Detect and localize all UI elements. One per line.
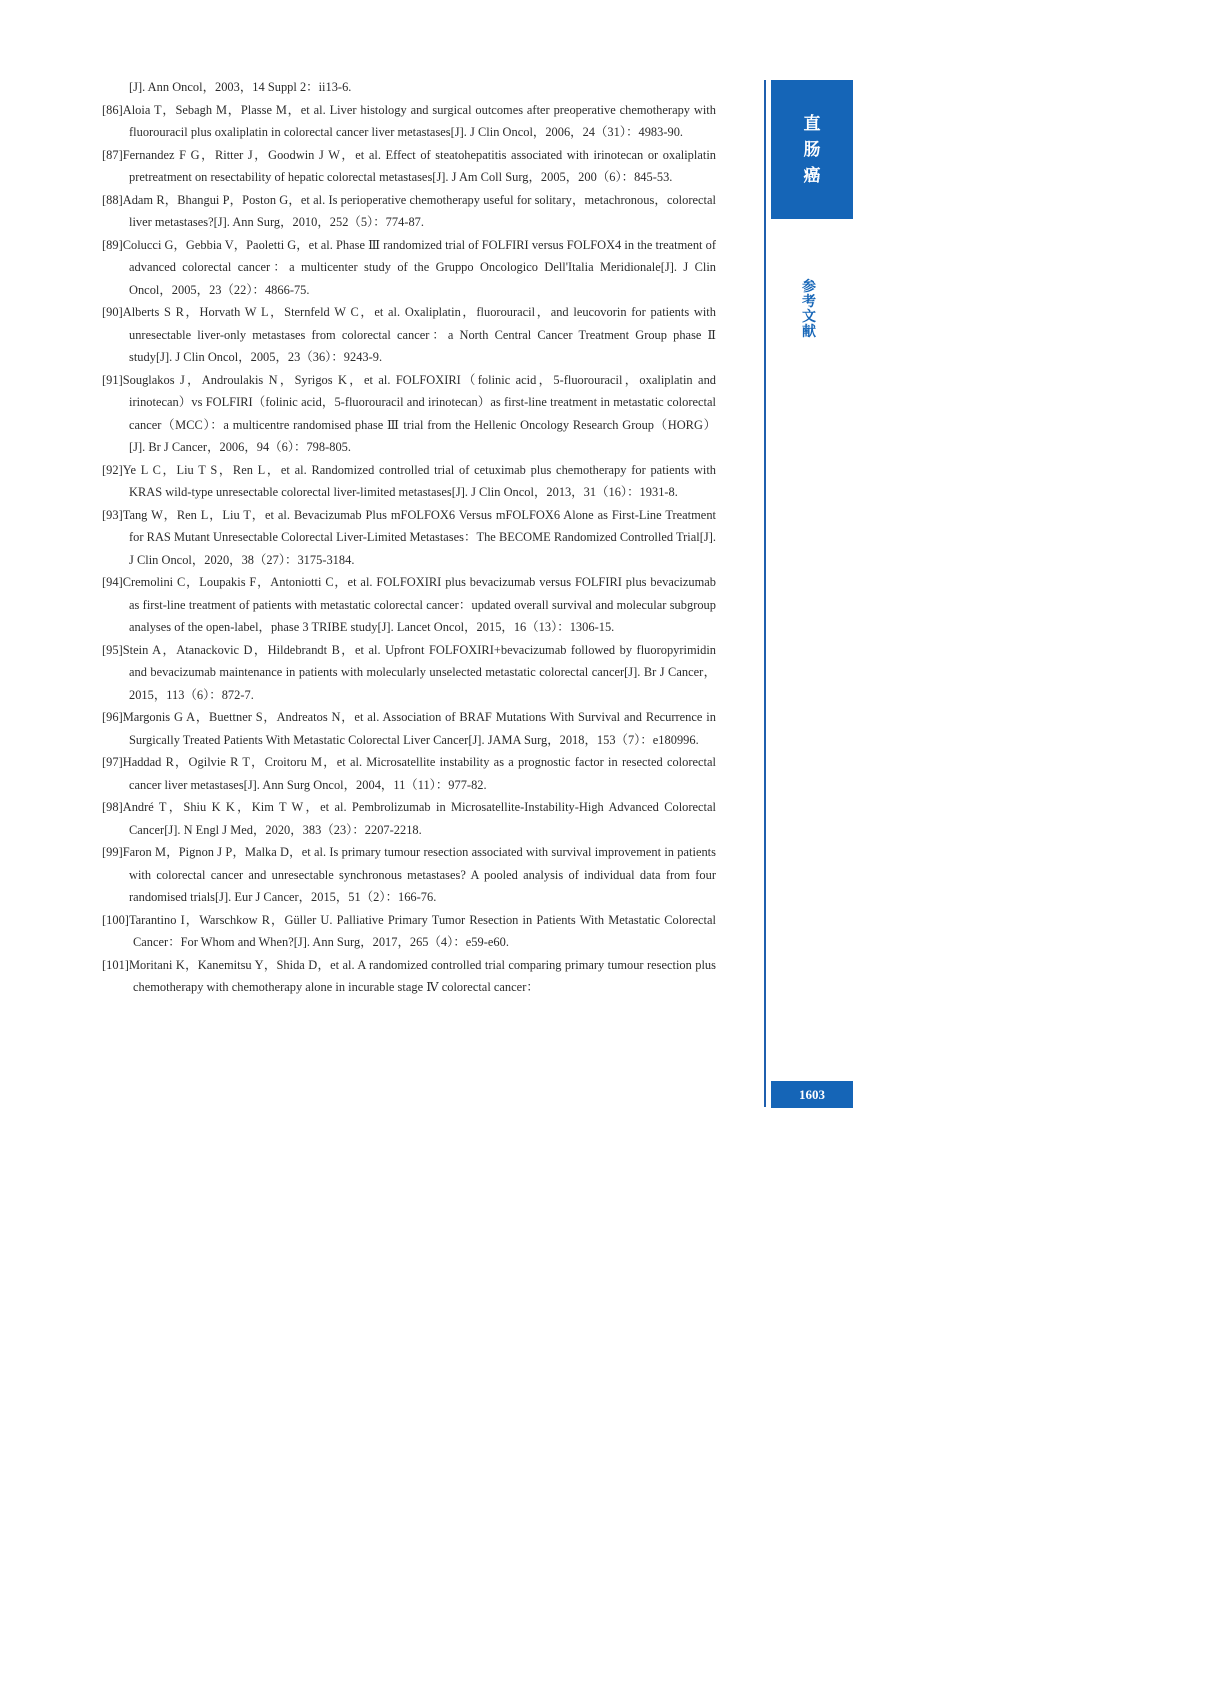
chapter-char: 癌	[803, 165, 821, 186]
reference-item: [92]Ye L C，Liu T S，Ren L，et al. Randomized controlled trial of cetuximab plus chemotherapy for patients with KRAS wild-type unresectable colorectal liver-limited metastases[J]. J Clin Oncol，2013，31（16）：1931-8.	[102, 462, 716, 499]
reference-item: [89]Colucci G，Gebbia V，Paoletti G，et al. Phase Ⅲ randomized trial of FOLFIRI versus FOLFOX4 in the treatment of advanced colorectal cancer：a multicenter study of the Gruppo Oncologico Dell'Italia Meridionale[J]. J Clin Oncol，2005，23（22）：4866-75.	[102, 237, 716, 297]
reference-item: [87]Fernandez F G，Ritter J，Goodwin J W，et al. Effect of steatohepatitis associated with irinotecan or oxaliplatin pretreatment on resectability of hepatic colorectal metastases[J]. J Am Coll Surg，2005，200（6）：845-53.	[102, 147, 716, 184]
reference-item: [86]Aloia T，Sebagh M，Plasse M，et al. Liver histology and surgical outcomes after preoperative chemotherapy with fluorouracil plus oxaliplatin in colorectal cancer liver metastases[J]. J Clin Oncol，2006，24（31）：4983-90.	[102, 102, 716, 139]
section-char: 献	[802, 324, 816, 340]
reference-item: [95]Stein A，Atanackovic D，Hildebrandt B，et al. Upfront FOLFOXIRI+bevacizumab followed by fluoropyrimidin and bevacizumab maintenance in patients with molecularly unselected metastatic colorectal cancer[J]. Br J Cancer，2015，113（6）：872-7.	[102, 642, 716, 702]
reference-item: [88]Adam R，Bhangui P，Poston G，et al. Is perioperative chemotherapy useful for solitary，metachronous，colorectal liver metastases?[J]. Ann Surg，2010，252（5）：774-87.	[102, 192, 716, 229]
chapter-char: 肠	[803, 139, 821, 160]
reference-item: [91]Souglakos J，Androulakis N，Syrigos K，et al. FOLFOXIRI（folinic acid，5-fluorouracil，oxaliplatin and irinotecan）vs FOLFIRI（folinic acid，5-fluorouracil and irinotecan）as first-line treatment in metastatic colorectal cancer（MCC）：a multicentre randomised phase Ⅲ trial from the Hellenic Oncology Research Group（HORG）[J]. Br J Cancer，2006，94（6）：798-805.	[102, 372, 716, 454]
reference-item: [93]Tang W，Ren L，Liu T，et al. Bevacizumab Plus mFOLFOX6 Versus mFOLFOX6 Alone as First-Line Treatment for RAS Mutant Unresectable Colorectal Liver-Limited Metastases：The BECOME Randomized Controlled Trial[J]. J Clin Oncol，2020，38（27）：3175-3184.	[102, 507, 716, 567]
reference-item: [98]André T，Shiu K K，Kim T W，et al. Pembrolizumab in Microsatellite-Instability-High Advanced Colorectal Cancer[J]. N Engl J Med，2020，383（23）：2207-2218.	[102, 800, 716, 837]
reference-item: [90]Alberts S R，Horvath W L，Sternfeld W C，et al. Oxaliplatin，fluorouracil，and leucovorin for patients with unresectable liver-only metastases from colorectal cancer：a North Central Cancer Treatment Group phase Ⅱ study[J]. J Clin Oncol，2005，23（36）：9243-9.	[102, 305, 716, 364]
section-char: 文	[802, 309, 816, 325]
reference-item: [J]. Ann Oncol，2003，14 Suppl 2：ii13-6.	[129, 80, 352, 94]
page-number: 1603	[771, 1081, 853, 1108]
section-char: 考	[802, 294, 816, 310]
reference-item: [99]Faron M，Pignon J P，Malka D，et al. Is primary tumour resection associated with survival improvement in patients with colorectal cancer and unresectable synchronous metastases? A pooled analysis of individual data from four randomised trials[J]. Eur J Cancer，2015，51（2）：166-76.	[102, 845, 716, 904]
reference-item: [100]Tarantino I，Warschkow R，Güller U. Palliative Primary Tumor Resection in Patients With Metastatic Colorectal Cancer：For Whom and When?[J]. Ann Surg，2017，265（4）：e59-e60.	[102, 912, 716, 949]
chapter-tab	[771, 80, 853, 219]
reference-item: [97]Haddad R，Ogilvie R T，Croitoru M，et al. Microsatellite instability as a prognostic factor in resected colorectal cancer liver metastases[J]. Ann Surg Oncol，2004，11（11）：977-82.	[102, 755, 716, 792]
section-char: 参	[802, 279, 816, 295]
section-label	[797, 280, 821, 340]
reference-item: [101]Moritani K，Kanemitsu Y，Shida D，et al. A randomized controlled trial comparing primary tumour resection plus chemotherapy with chemotherapy alone in incurable stage Ⅳ colorectal cancer：	[102, 957, 716, 994]
reference-item: [96]Margonis G A，Buettner S，Andreatos N，et al. Association of BRAF Mutations With Survival and Recurrence in Surgically Treated Patients With Metastatic Colorectal Liver Cancer[J]. JAMA Surg，2018，153（7）：e180996.	[102, 710, 716, 747]
sidebar-divider	[764, 80, 766, 1107]
chapter-char: 直	[803, 113, 821, 134]
reference-item: [94]Cremolini C，Loupakis F，Antoniotti C，et al. FOLFOXIRI plus bevacizumab versus FOLFIRI plus bevacizumab as first-line treatment of patients with metastatic colorectal cancer：updated overall survival and molecular subgroup analyses of the open-label，phase 3 TRIBE study[J]. Lancet Oncol，2015，16（13）：1306-15.	[102, 575, 716, 634]
reference-list	[102, 76, 716, 999]
